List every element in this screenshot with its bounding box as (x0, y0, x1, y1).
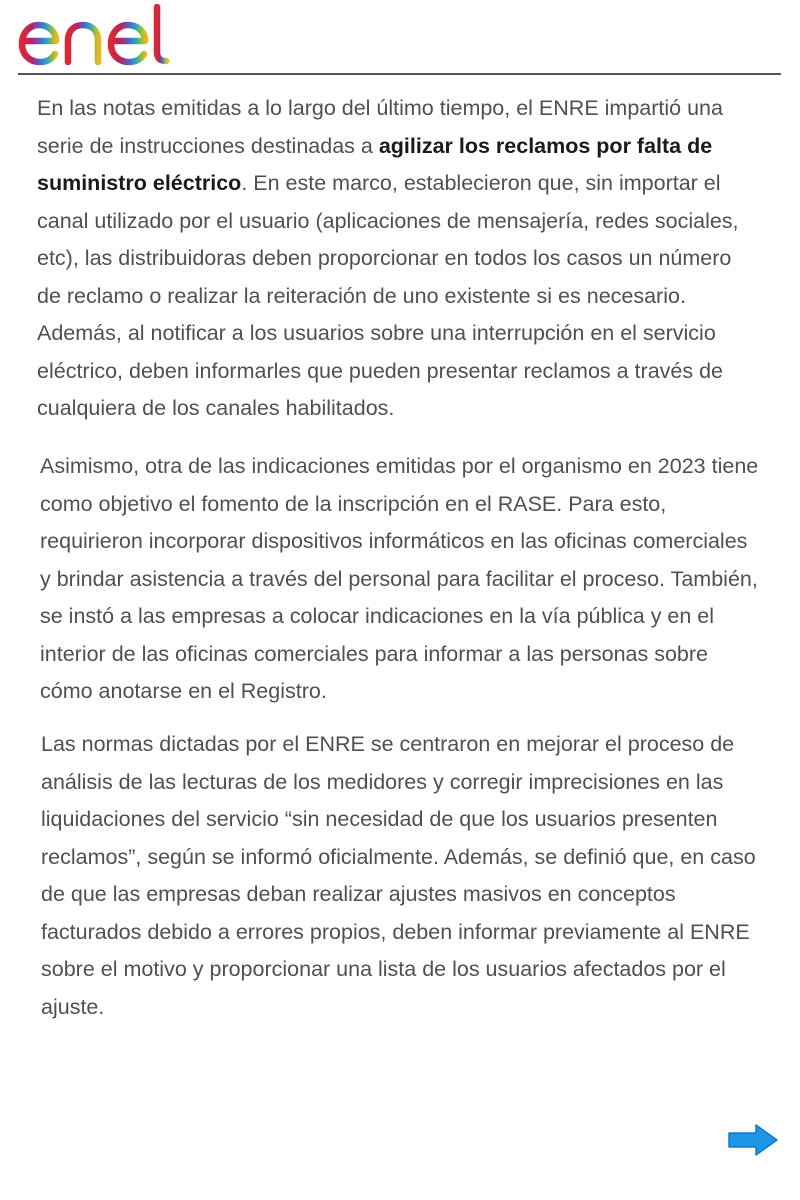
header-divider (18, 73, 781, 75)
article-paragraph-2: Asimismo, otra de las indicaciones emitidas por el organismo en 2023 tiene como objetivo el fomento de la inscripción en el RASE. Para esto, requirieron incorporar dispositivos informáticos en las oficinas comerciales y brindar asistencia a través del personal para facilitar el proceso. También, se instó a las empresas a colocar indicaciones en la vía pública y en el interior de las oficinas comerciales para informar a las personas sobre cómo anotarse en el Registro. (40, 454, 759, 703)
paragraph-1-bold-text: agilizar los reclamos por falta de suministro eléctrico (37, 133, 713, 195)
paragraph-1-text-end: . En este marco, establecieron que, sin importar el canal utilizado por el usuario (aplicaciones de mensajería, redes sociales, etc), las distribuidoras deben proporcionar en todos los casos un número de reclamo o realizar la reiteración de uno existente si es necesario. Además, al notificar a los usuarios sobre una interrupción en el servicio eléctrico, deben informarles que pueden presentar reclamos a través de cualquiera de los canales habilitados. (37, 171, 739, 420)
arrow-right-icon[interactable] (726, 1122, 780, 1158)
article-paragraph-1 (37, 90, 757, 428)
paragraph-1-text-start: En las notas emitidas a lo largo del último tiempo, el ENRE impartió una serie de instrucciones destinadas a (37, 96, 723, 158)
header (0, 0, 800, 76)
article-paragraph-3: Las normas dictadas por el ENRE se centraron en mejorar el proceso de análisis de las lecturas de los medidores y corregir imprecisiones en las liquidaciones del servicio “sin necesidad de que los usuarios presenten reclamos”, según se informó oficialmente. Además, se definió que, en caso de que las empresas deban realizar ajustes masivos en conceptos facturados debido a errores propios, deben informar previamente al ENRE sobre el motivo y proporcionar una lista de los usuarios afectados por el ajuste. (41, 732, 756, 1019)
enel-logo-icon[interactable] (16, 4, 182, 68)
